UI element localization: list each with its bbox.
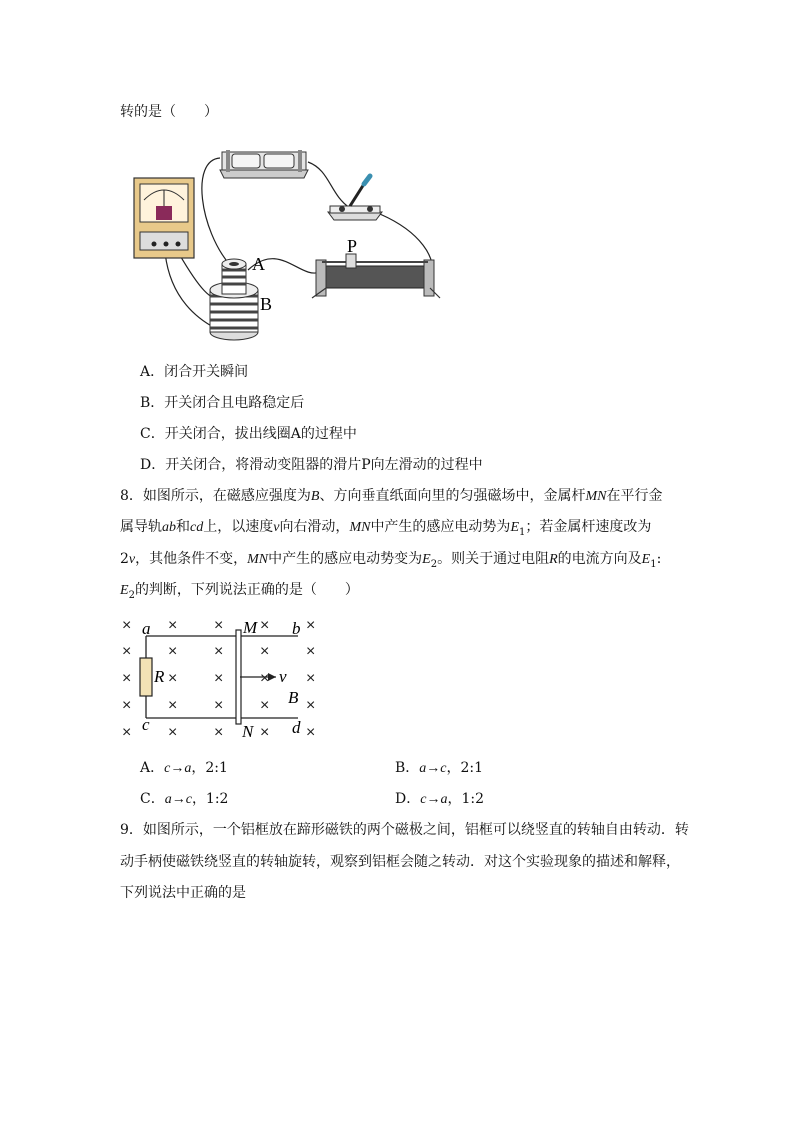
q7-circuit-figure xyxy=(130,140,450,345)
label-coil-b: B xyxy=(260,294,273,314)
svg-text:×: × xyxy=(260,643,270,660)
q8-stem-line-3: 2v，其他条件不变，MN中产生的感应电动势变为$E_2$。则关于通过电阻R的电流方向及$E_1$: xyxy=(120,551,662,570)
svg-text:×: × xyxy=(214,617,224,634)
label-b: b xyxy=(292,619,301,638)
q8-rail-figure xyxy=(118,612,328,742)
q9-stem-line-2: 动手柄使磁铁绕竖直的转轴旋转，观察到铝框会随之转动．对这个实验现象的描述和解释， xyxy=(120,854,680,870)
q8-stem-line-1: 8．如图所示，在磁感应强度为B、方向垂直纸面向里的匀强磁场中，金属杆MN在平行金 xyxy=(120,488,663,504)
svg-text:×: × xyxy=(306,643,316,660)
svg-text:×: × xyxy=(168,670,178,687)
coils-a-b xyxy=(210,259,258,340)
q8-option-d[interactable]: D．c→a，1:2 xyxy=(395,791,484,807)
svg-text:×: × xyxy=(306,697,316,714)
q9-stem-line-1: 9．如图所示，一个铝框放在蹄形磁铁的两个磁极之间，铝框可以绕竖直的转轴自由转动．转 xyxy=(120,822,689,838)
svg-text:×: × xyxy=(306,617,316,634)
q7-stem-end: 转的是（ ） xyxy=(120,104,218,120)
resistor-r xyxy=(140,658,152,696)
label-n: N xyxy=(242,722,254,741)
knife-switch xyxy=(328,176,382,220)
battery-holder xyxy=(220,150,308,178)
q7-option-b[interactable]: B．开关闭合且电路稳定后 xyxy=(140,395,305,411)
svg-text:×: × xyxy=(122,670,132,687)
label-v: v xyxy=(279,667,287,686)
svg-text:×: × xyxy=(260,617,270,634)
label-d: d xyxy=(292,718,301,737)
svg-text:×: × xyxy=(122,697,132,714)
svg-text:×: × xyxy=(122,617,132,634)
q7-option-c[interactable]: C．开关闭合，拔出线圈A的过程中 xyxy=(140,426,357,442)
q9-stem-line-3: 下列说法中正确的是 xyxy=(120,885,246,901)
svg-text:×: × xyxy=(260,724,270,741)
svg-text:×: × xyxy=(260,697,270,714)
label-slider-p: P xyxy=(347,236,358,256)
svg-text:×: × xyxy=(168,643,178,660)
label-m: M xyxy=(243,618,258,637)
q7-option-d[interactable]: D．开关闭合，将滑动变阻器的滑片P向左滑动的过程中 xyxy=(140,457,483,473)
svg-text:×: × xyxy=(214,697,224,714)
q7-option-a[interactable]: A．闭合开关瞬间 xyxy=(140,364,249,380)
label-field-b: B xyxy=(288,688,299,707)
svg-text:×: × xyxy=(306,724,316,741)
q8-option-a[interactable]: A．c→a，2:1 xyxy=(140,760,228,776)
label-a: a xyxy=(142,619,151,638)
svg-text:×: × xyxy=(214,670,224,687)
q8-stem-line-2: 属导轨ab和cd上，以速度v向右滑动，MN中产生的感应电动势为$E_1$；若金属杆速度改为 xyxy=(120,519,652,538)
q8-option-b[interactable]: B．a→c，2:1 xyxy=(395,760,484,776)
label-c: c xyxy=(142,715,150,734)
svg-text:×: × xyxy=(122,724,132,741)
galvanometer xyxy=(134,178,194,258)
label-r: R xyxy=(154,667,165,686)
svg-text:×: × xyxy=(214,643,224,660)
svg-text:×: × xyxy=(260,670,270,687)
svg-text:×: × xyxy=(214,724,224,741)
svg-text:×: × xyxy=(122,643,132,660)
q8-option-c[interactable]: C．a→c，1:2 xyxy=(140,791,229,807)
svg-text:×: × xyxy=(168,617,178,634)
svg-text:×: × xyxy=(168,697,178,714)
q8-stem-line-4: $E_2$的判断，下列说法正确的是（ ） xyxy=(120,582,359,601)
rheostat xyxy=(312,254,440,298)
label-coil-a: A xyxy=(252,254,265,274)
svg-text:×: × xyxy=(306,670,316,687)
svg-text:×: × xyxy=(168,724,178,741)
